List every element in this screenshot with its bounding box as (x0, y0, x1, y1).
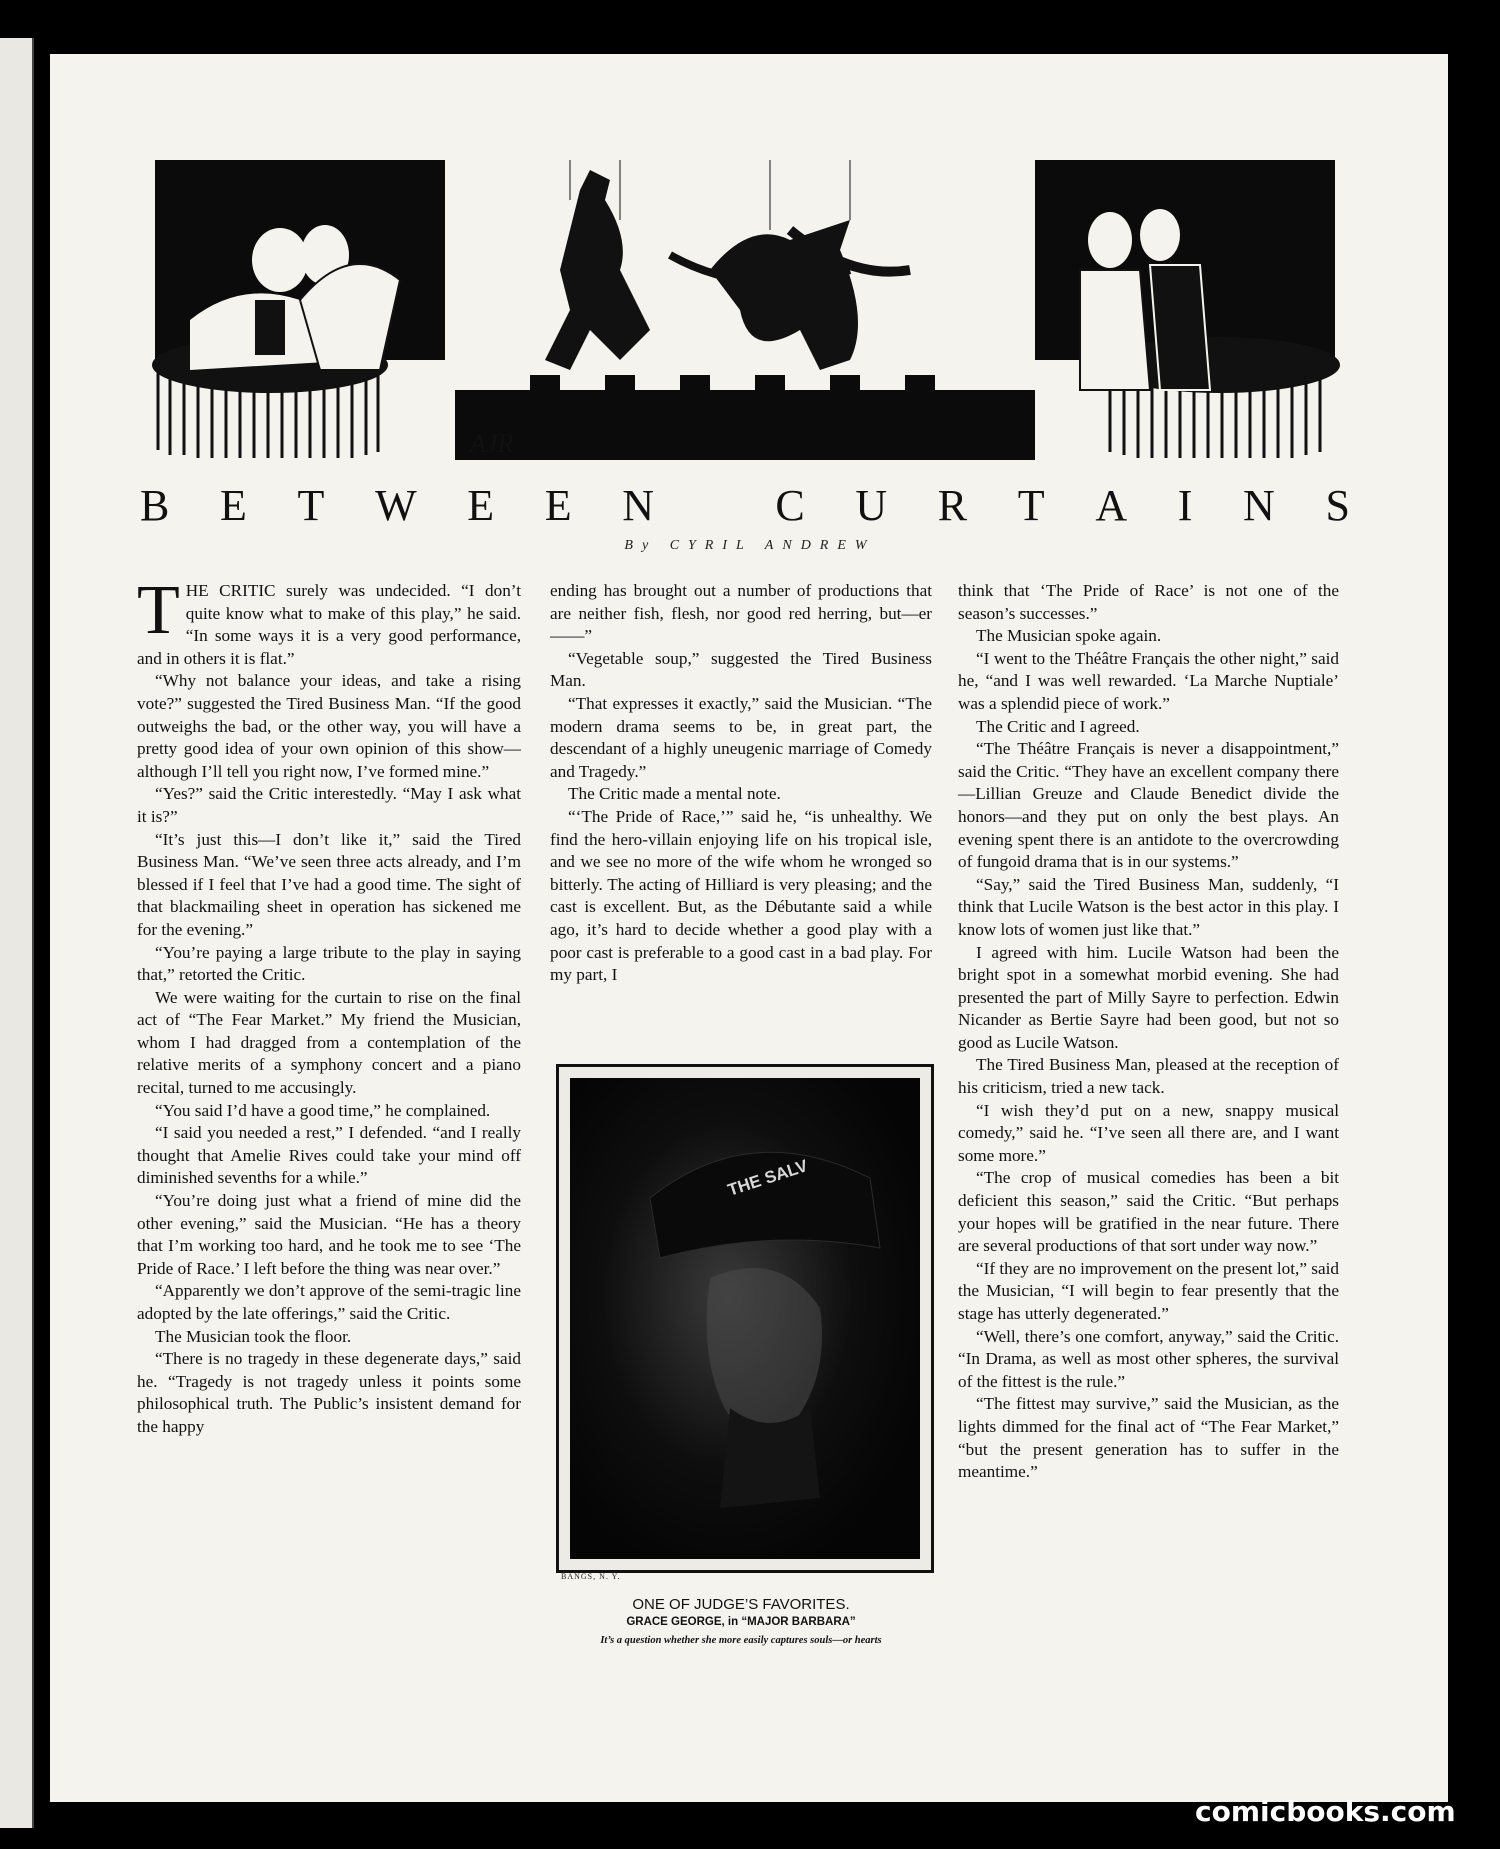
article-column-2 (550, 580, 932, 987)
header-illustration (150, 160, 1340, 460)
portrait-photo (556, 1064, 934, 1573)
paragraph: I agreed with him. Lucile Watson had been the bright spot in a somewhat morbid evening. She had presented the part of Milly Sayre to perfection. Edwin Nicander as Bertie Sayre had been good, but not so good as Lucile Watson. (958, 942, 1339, 1052)
paragraph: “You’re doing just what a friend of mine did the other evening,” said the Musician. “He has a theory that I’m working too hard, and he took me to see ‘The Pride of Race.’ I left before the thing was near over.” (137, 1191, 521, 1278)
article-column-1 (137, 572, 521, 1439)
title-letter: C (775, 480, 805, 530)
byline: By CYRIL ANDREW (624, 538, 876, 553)
title-letter: N (1243, 480, 1275, 530)
title-letter: E (544, 480, 572, 530)
paragraph-text: HE CRITIC surely was undecided. “I don’t quite know what to make of this play,” he said. “In some ways it is a very good performance, and in others it is flat.” (137, 581, 521, 668)
paragraph: The Tired Business Man, pleased at the reception of his criticism, tried a new tack. (958, 1055, 1339, 1098)
paragraph: “There is no tragedy in these degenerate days,” said he. “Tragedy is not tragedy unless it points some philosophical truth. The Public’s insistent demand for the happy (137, 1349, 521, 1436)
photo-caption-name: GRACE GEORGE, in “MAJOR BARBARA” (626, 1616, 856, 1628)
article-column-3 (958, 580, 1339, 1484)
title-letter: I (1177, 480, 1193, 530)
paragraph: The Musician spoke again. (976, 626, 1162, 646)
paragraph: “You said I’d have a good time,” he complained. (155, 1100, 491, 1120)
paragraph: “I wish they’d put on a new, snappy musical comedy,” said he. “I’ve seen all there are, and I want some more.” (958, 1100, 1339, 1165)
portrait-image (570, 1078, 920, 1559)
title-letter: E (467, 480, 495, 530)
artist-signature: AJR (470, 429, 514, 458)
photo-caption-title: ONE OF JUDGE’S FAVORITES. (632, 1596, 850, 1613)
paragraph: The Musician took the floor. (155, 1326, 352, 1346)
paragraph: “Why not balance your ideas, and take a rising vote?” suggested the Tired Business Man. “If the good outweighs the bad, or the other way, you will have a pretty good idea of your own opinion of this show—although I’ll tell you right now, I’ve formed mine.” (137, 671, 521, 781)
site-watermark: comicbooks.com (1195, 1795, 1456, 1828)
title-letter: S (1325, 480, 1350, 530)
center-stage-dancers (455, 160, 1035, 460)
paragraph: “If they are no improvement on the present lot,” said the Musician, “I will begin to fear presently that the stage has utterly degenerated.” (958, 1258, 1339, 1323)
title-letter: A (1095, 480, 1128, 530)
paragraph: “The Théâtre Français is never a disappointment,” said the Critic. “They have an excellent company there—Lillian Greuze and Claude Benedict divide the honors—and they put on only the best plays. An evening spent there is an antidote to the overcrowding of fungoid drama that is in our systems.” (958, 739, 1339, 872)
cap-lettering: THE SALV (725, 1156, 810, 1200)
paragraph: The Critic and I agreed. (976, 716, 1140, 736)
title-letter: U (855, 480, 888, 530)
paragraph: “I said you needed a rest,” I defended. “and I really thought that Amelie Rives could take your mind off diminished sevenths for a while.” (137, 1123, 521, 1188)
left-box-couple (152, 160, 445, 458)
paragraph: “That expresses it exactly,” said the Musician. “The modern drama seems to be, in great part, the descendant of a highly uneugenic marriage of Comedy and Tragedy.” (550, 693, 932, 781)
title-letter: W (375, 480, 417, 530)
paragraph: “Say,” said the Tired Business Man, suddenly, “I think that Lucile Watson is the best actor in this play. I know lots of women just like that.” (958, 874, 1339, 939)
title-letter: T (1017, 480, 1045, 530)
title-letter: N (622, 480, 655, 530)
title-letter: B (140, 480, 170, 530)
paragraph: “It’s just this—I don’t like it,” said the Tired Business Man. “We’ve seen three acts already, and I’m blessed if I feel that I’ve had a good time. The sight of that blackmailing sheet in operation has sickened me for the evening.” (137, 829, 521, 939)
paragraph: “The crop of musical comedies has been a bit deficient this season,” said the Critic. “But perhaps your hopes will be gratified in the near future. There are several productions of that sort under way now.” (958, 1168, 1339, 1256)
paragraph: “You’re paying a large tribute to the play in saying that,” retorted the Critic. (137, 942, 521, 985)
title-letter: T (297, 480, 325, 530)
photo-credit: BANGS, N. Y. (561, 1572, 621, 1581)
paragraph: “The fittest may survive,” said the Musician, as the lights dimmed for the final act of “The Fear Market,” “but the present generation has to suffer in the meantime.” (958, 1394, 1339, 1482)
paragraph (137, 572, 521, 670)
title-letter: R (937, 480, 968, 530)
right-box-couple (1035, 160, 1340, 458)
paragraph: “Vegetable soup,” suggested the Tired Business Man. (550, 648, 932, 691)
paragraph: “Well, there’s one comfort, anyway,” said the Critic. “In Drama, as well as most other spheres, the survival of the fittest is the rule.” (958, 1326, 1339, 1391)
paragraph: “Apparently we don’t approve of the semi-tragic line adopted by the late offerings,” said the Critic. (137, 1281, 521, 1323)
paragraph: “I went to the Théâtre Français the other night,” said he, “and I was well rewarded. ‘La Marche Nuptiale’ was a splendid piece of work.” (958, 648, 1339, 713)
paragraph: think that ‘The Pride of Race’ is not one of the season’s successes.” (958, 581, 1339, 623)
title-letter: E (220, 480, 247, 530)
paragraph: The Critic made a mental note. (568, 784, 781, 804)
drop-cap: T (137, 572, 180, 649)
paragraph: “Yes?” said the Critic interestedly. “May I ask what it is?” (137, 784, 521, 826)
paragraph: ending has brought out a number of productions that are neither fish, flesh, nor good red herring, but—er——” (550, 581, 932, 646)
article-title (140, 470, 1350, 540)
photo-caption-note: It’s a question whether she more easily captures souls—or hearts (600, 1635, 882, 1646)
paragraph: We were waiting for the curtain to rise on the final act of “The Fear Market.” My friend the Musician, whom I had dragged from a contemplation of the relative merits of a symphony concert and a piano recital, turned to me accusingly. (137, 987, 521, 1098)
paragraph: “‘The Pride of Race,’” said he, “is unhealthy. We find the hero-villain enjoying life on his tropical isle, and we see no more of the wife whom he wronged so bitterly. The acting of Hilliard is very pleasing; and the cast is excellent. But, as the Débutante said a while ago, it’s hard to decide whether a good play with a poor cast is preferable to a good cast in a bad play. For my part, I (550, 806, 932, 985)
page-gutter (0, 38, 34, 1828)
